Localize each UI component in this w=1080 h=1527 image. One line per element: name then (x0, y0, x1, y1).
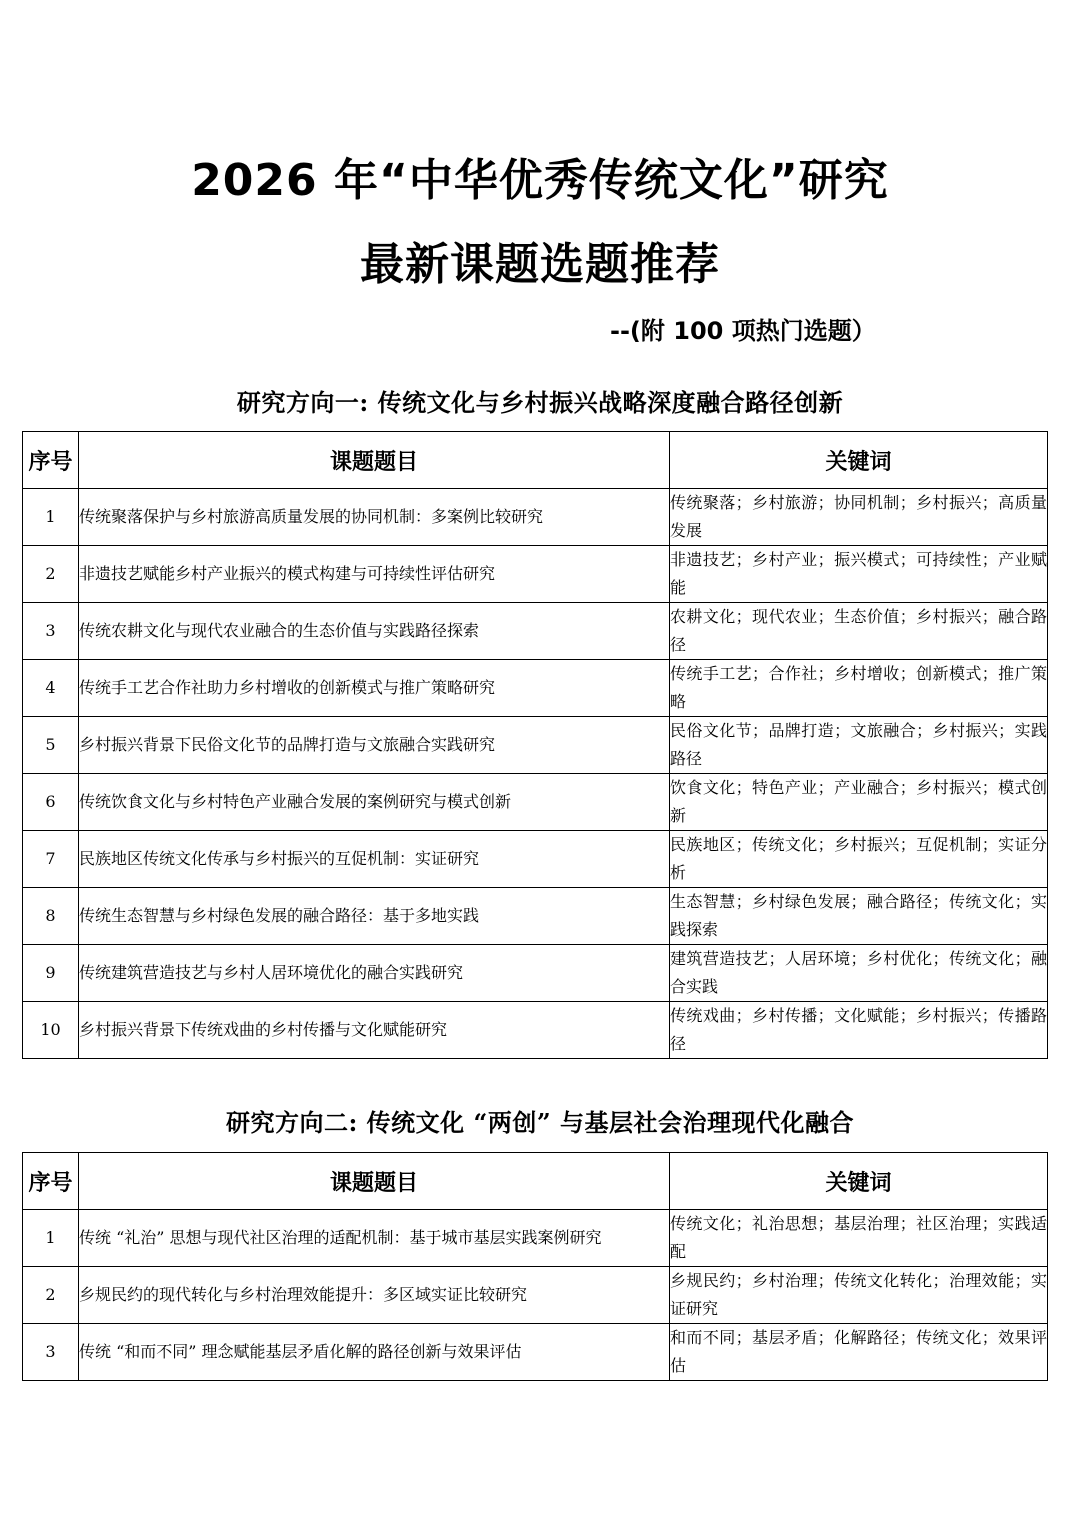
row-topic: 传统手工艺合作社助力乡村增收的创新模式与推广策略研究 (79, 660, 670, 717)
section-heading-1: 研究方向一: 传统文化与乡村振兴战略深度融合路径创新 (236, 388, 844, 417)
table-row (23, 489, 1048, 546)
row-keywords: 传统戏曲；乡村传播；文化赋能；乡村振兴；传播路径 (670, 1002, 1048, 1059)
row-keywords: 传统文化；礼治思想；基层治理；社区治理；实践适配 (670, 1210, 1048, 1267)
table-row (23, 945, 1048, 1002)
table-row (23, 774, 1048, 831)
topics-table-2 (22, 1152, 1048, 1381)
row-keywords: 和而不同；基层矛盾；化解路径；传统文化；效果评估 (670, 1324, 1048, 1381)
row-keywords: 建筑营造技艺；人居环境；乡村优化；传统文化；融合实践 (670, 945, 1048, 1002)
row-keywords: 乡规民约；乡村治理；传统文化转化；治理效能；实证研究 (670, 1267, 1048, 1324)
table-row (23, 831, 1048, 888)
column-header-keywords: 关键词 (670, 1153, 1048, 1210)
row-number: 1 (23, 1210, 79, 1267)
row-keywords: 生态智慧；乡村绿色发展；融合路径；传统文化；实践探索 (670, 888, 1048, 945)
row-keywords: 非遗技艺；乡村产业；振兴模式；可持续性；产业赋能 (670, 546, 1048, 603)
column-header-topic: 课题题目 (79, 432, 670, 489)
document-title-line-1: 2026 年“中华优秀传统文化”研究 (191, 155, 889, 206)
row-number: 6 (23, 774, 79, 831)
table-row (23, 603, 1048, 660)
row-topic: 乡村振兴背景下传统戏曲的乡村传播与文化赋能研究 (79, 1002, 670, 1059)
row-topic: 传统 “礼治” 思想与现代社区治理的适配机制：基于城市基层实践案例研究 (79, 1210, 670, 1267)
row-topic: 传统生态智慧与乡村绿色发展的融合路径：基于多地实践 (79, 888, 670, 945)
row-keywords: 传统聚落；乡村旅游；协同机制；乡村振兴；高质量发展 (670, 489, 1048, 546)
row-number: 8 (23, 888, 79, 945)
section-heading-2: 研究方向二: 传统文化 “两创” 与基层社会治理现代化融合 (225, 1108, 855, 1137)
table-row (23, 717, 1048, 774)
row-number: 1 (23, 489, 79, 546)
row-topic: 乡规民约的现代转化与乡村治理效能提升：多区域实证比较研究 (79, 1267, 670, 1324)
row-topic: 传统建筑营造技艺与乡村人居环境优化的融合实践研究 (79, 945, 670, 1002)
column-header-keywords: 关键词 (670, 432, 1048, 489)
row-topic: 传统农耕文化与现代农业融合的生态价值与实践路径探索 (79, 603, 670, 660)
row-number: 5 (23, 717, 79, 774)
row-topic: 传统聚落保护与乡村旅游高质量发展的协同机制：多案例比较研究 (79, 489, 670, 546)
row-keywords: 传统手工艺；合作社；乡村增收；创新模式；推广策略 (670, 660, 1048, 717)
document-subtitle: --(附 100 项热门选题） (610, 317, 876, 345)
table-header-row (23, 1153, 1048, 1210)
row-keywords: 饮食文化；特色产业；产业融合；乡村振兴；模式创新 (670, 774, 1048, 831)
table-row (23, 888, 1048, 945)
column-header-topic: 课题题目 (79, 1153, 670, 1210)
table-header-row (23, 432, 1048, 489)
row-keywords: 民俗文化节；品牌打造；文旅融合；乡村振兴；实践路径 (670, 717, 1048, 774)
row-number: 2 (23, 1267, 79, 1324)
table-row (23, 660, 1048, 717)
column-header-number: 序号 (23, 1153, 79, 1210)
table-row (23, 1267, 1048, 1324)
row-number: 2 (23, 546, 79, 603)
row-number: 7 (23, 831, 79, 888)
table-row (23, 1002, 1048, 1059)
row-keywords: 农耕文化；现代农业；生态价值；乡村振兴；融合路径 (670, 603, 1048, 660)
row-topic: 非遗技艺赋能乡村产业振兴的模式构建与可持续性评估研究 (79, 546, 670, 603)
table-row (23, 1210, 1048, 1267)
row-number: 3 (23, 603, 79, 660)
row-number: 4 (23, 660, 79, 717)
row-keywords: 民族地区；传统文化；乡村振兴；互促机制；实证分析 (670, 831, 1048, 888)
document-title-line-2: 最新课题选题推荐 (360, 239, 720, 290)
row-topic: 传统 “和而不同” 理念赋能基层矛盾化解的路径创新与效果评估 (79, 1324, 670, 1381)
row-topic: 传统饮食文化与乡村特色产业融合发展的案例研究与模式创新 (79, 774, 670, 831)
table-row (23, 546, 1048, 603)
row-number: 3 (23, 1324, 79, 1381)
table-row (23, 1324, 1048, 1381)
column-header-number: 序号 (23, 432, 79, 489)
row-topic: 乡村振兴背景下民俗文化节的品牌打造与文旅融合实践研究 (79, 717, 670, 774)
row-number: 9 (23, 945, 79, 1002)
topics-table-1 (22, 431, 1048, 1059)
row-number: 10 (23, 1002, 79, 1059)
row-topic: 民族地区传统文化传承与乡村振兴的互促机制：实证研究 (79, 831, 670, 888)
